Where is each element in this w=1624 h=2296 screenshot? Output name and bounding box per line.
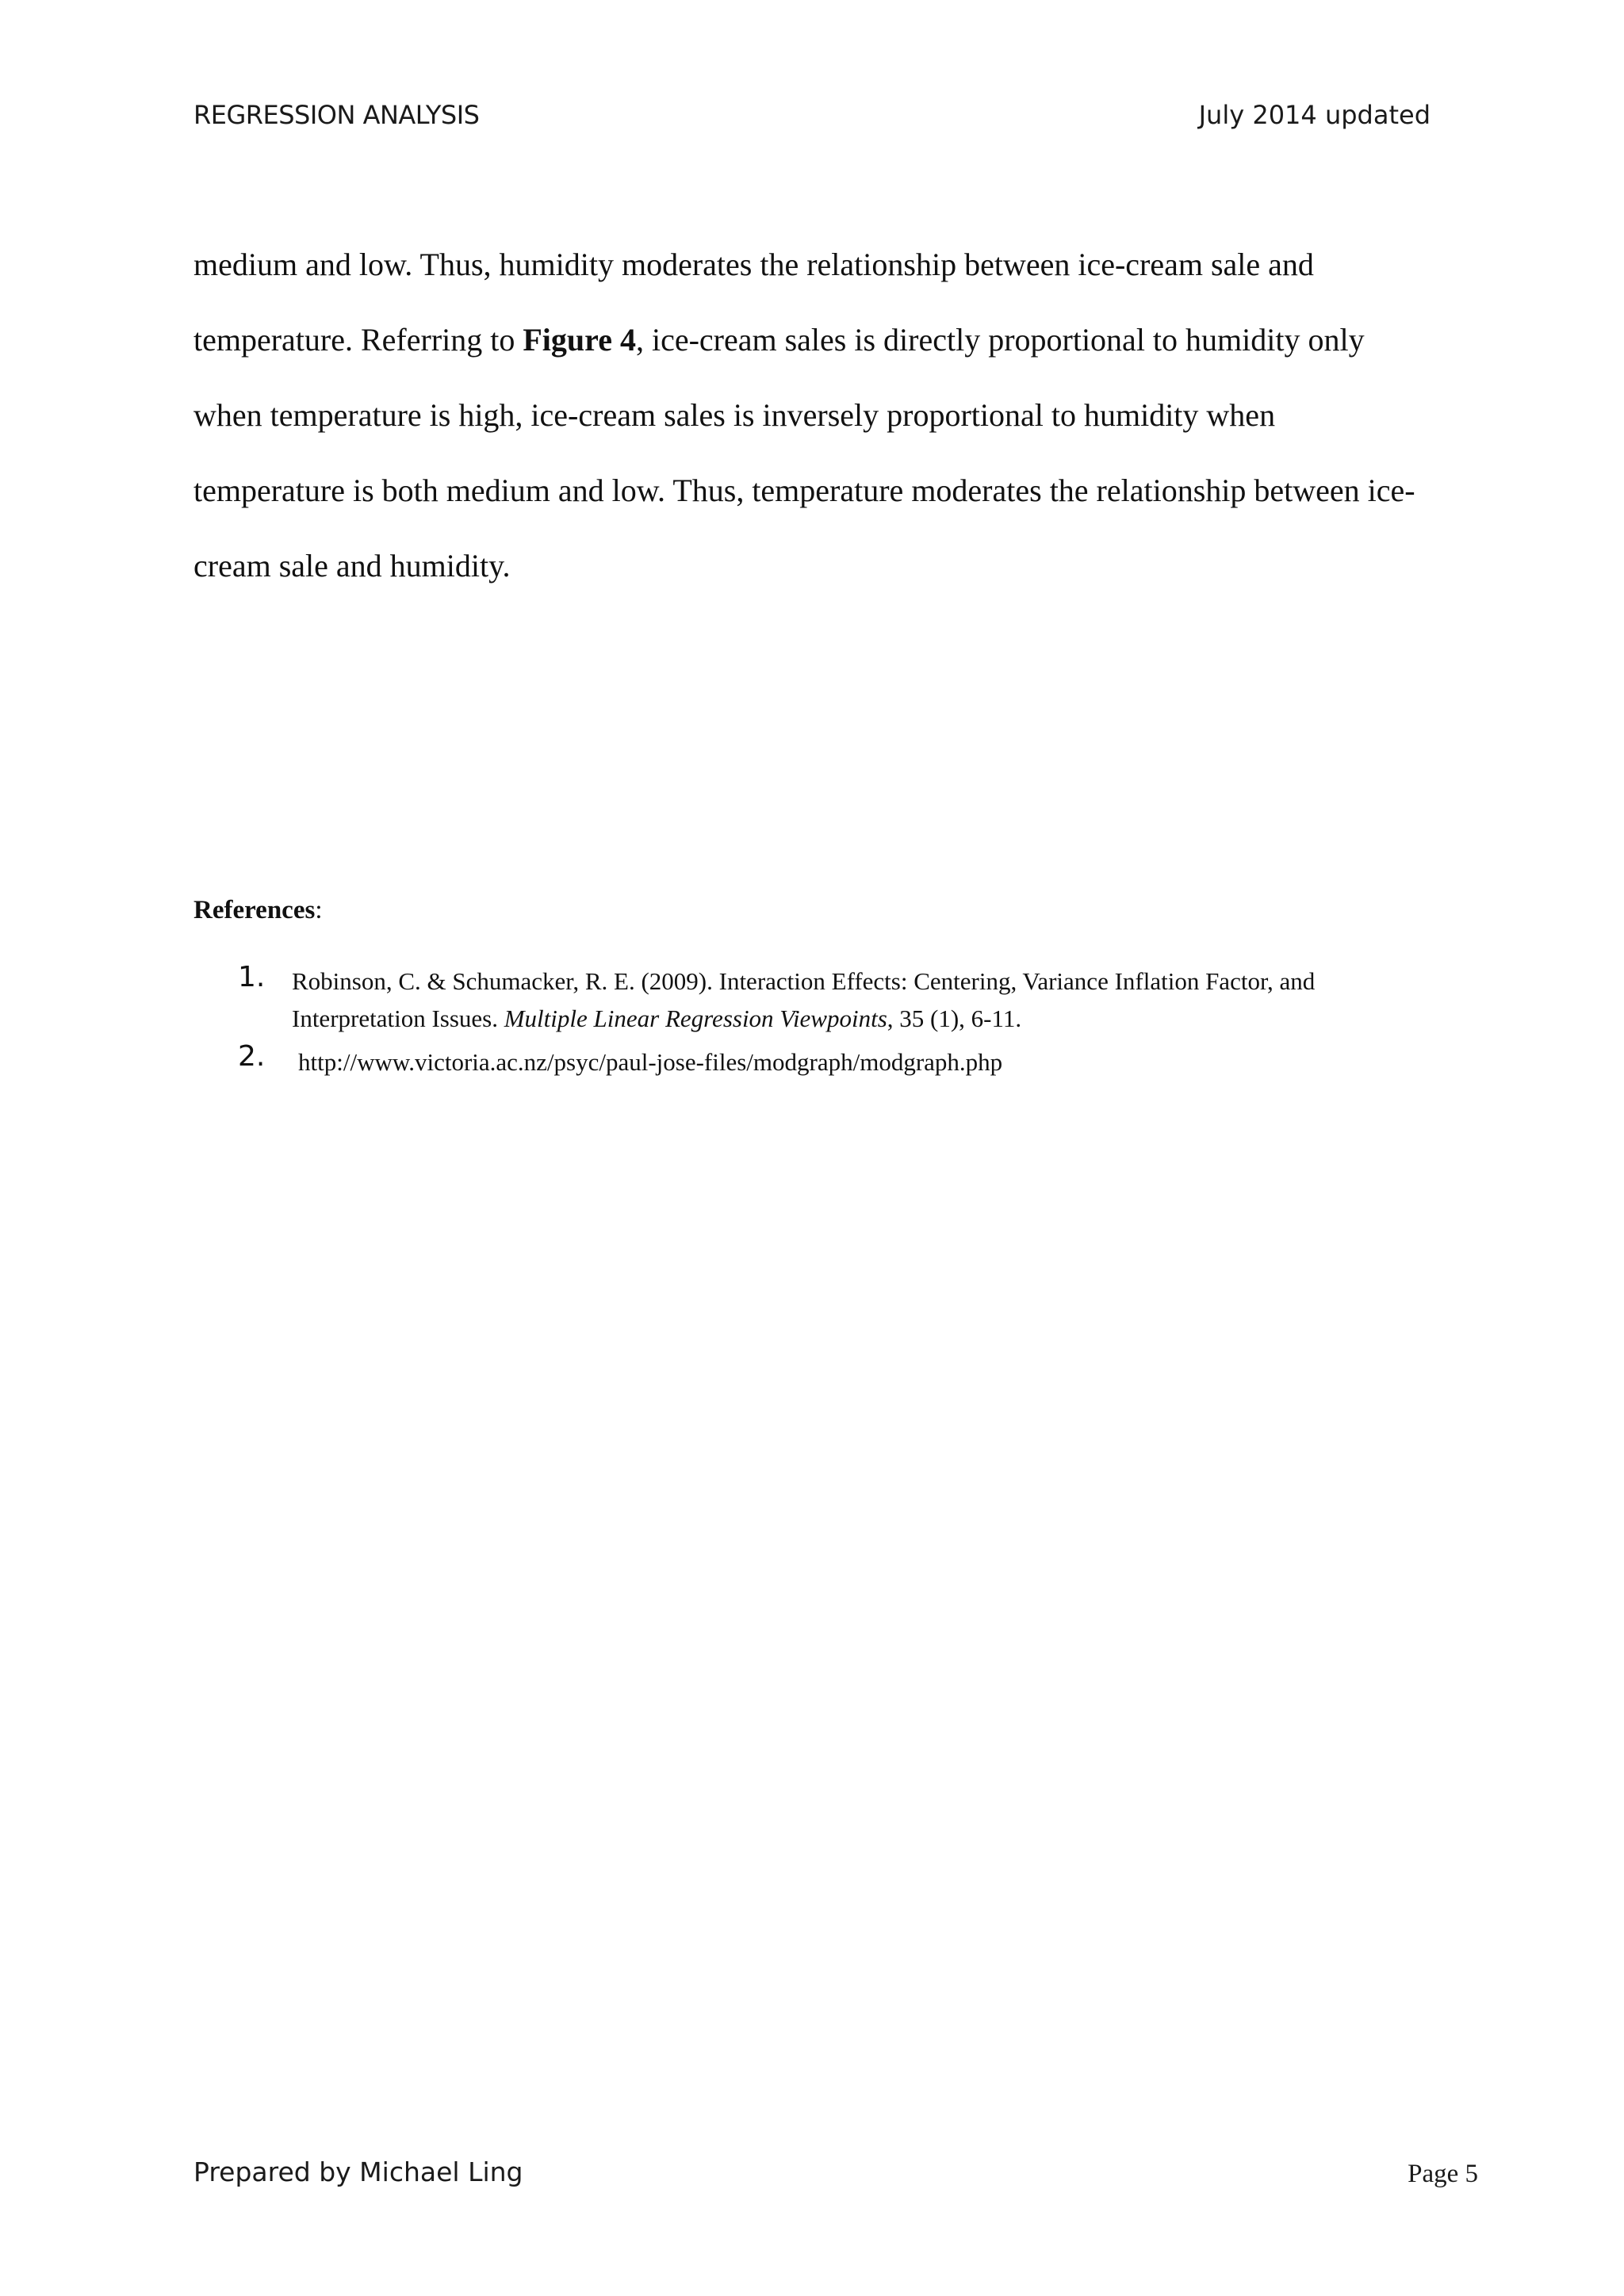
body-line <box>193 302 1478 377</box>
body-text-span: temperature. Referring to <box>193 322 523 358</box>
references-heading <box>193 896 322 925</box>
reference-number: 1. <box>238 961 266 993</box>
reference-line: Robinson, C. & Schumacker, R. E. (2009). Interaction Effects: Centering, Variance Inflation Factor, and <box>292 967 1316 995</box>
body-line: temperature is both medium and low. Thus, temperature moderates the relationship between ice- <box>193 473 1415 508</box>
reference-text-span: , 35 (1), 6-11. <box>887 1004 1022 1032</box>
page-header <box>193 100 1431 140</box>
header-title: REGRESSION ANALYSIS <box>193 100 480 130</box>
body-text-span: , ice-cream sales is directly proportional to humidity only <box>635 322 1365 358</box>
body-line: when temperature is high, ice-cream sales is inversely proportional to humidity when <box>193 397 1276 433</box>
reference-text-span: Interpretation Issues. <box>292 1004 504 1032</box>
references-title: References <box>193 896 316 924</box>
page-footer <box>193 2156 1478 2196</box>
reference-url: http://www.victoria.ac.nz/psyc/paul-jose-files/modgraph/modgraph.php <box>298 1048 1003 1076</box>
references-title-colon: : <box>315 896 323 924</box>
body-line: medium and low. Thus, humidity moderates the relationship between ice-cream sale and <box>193 247 1314 282</box>
body-paragraph <box>193 227 1478 603</box>
figure-reference: Figure 4 <box>523 322 636 358</box>
body-line: cream sale and humidity. <box>193 548 511 584</box>
reference-text <box>292 962 1315 1037</box>
reference-line <box>292 1000 1315 1037</box>
journal-title: Multiple Linear Regression Viewpoints <box>504 1004 887 1032</box>
footer-author: Prepared by Michael Ling <box>193 2156 523 2187</box>
reference-text <box>298 1043 1002 1081</box>
reference-number: 2. <box>238 1040 266 1073</box>
page-number: Page 5 <box>1408 2160 1478 2188</box>
header-date: July 2014 updated <box>1198 100 1431 130</box>
